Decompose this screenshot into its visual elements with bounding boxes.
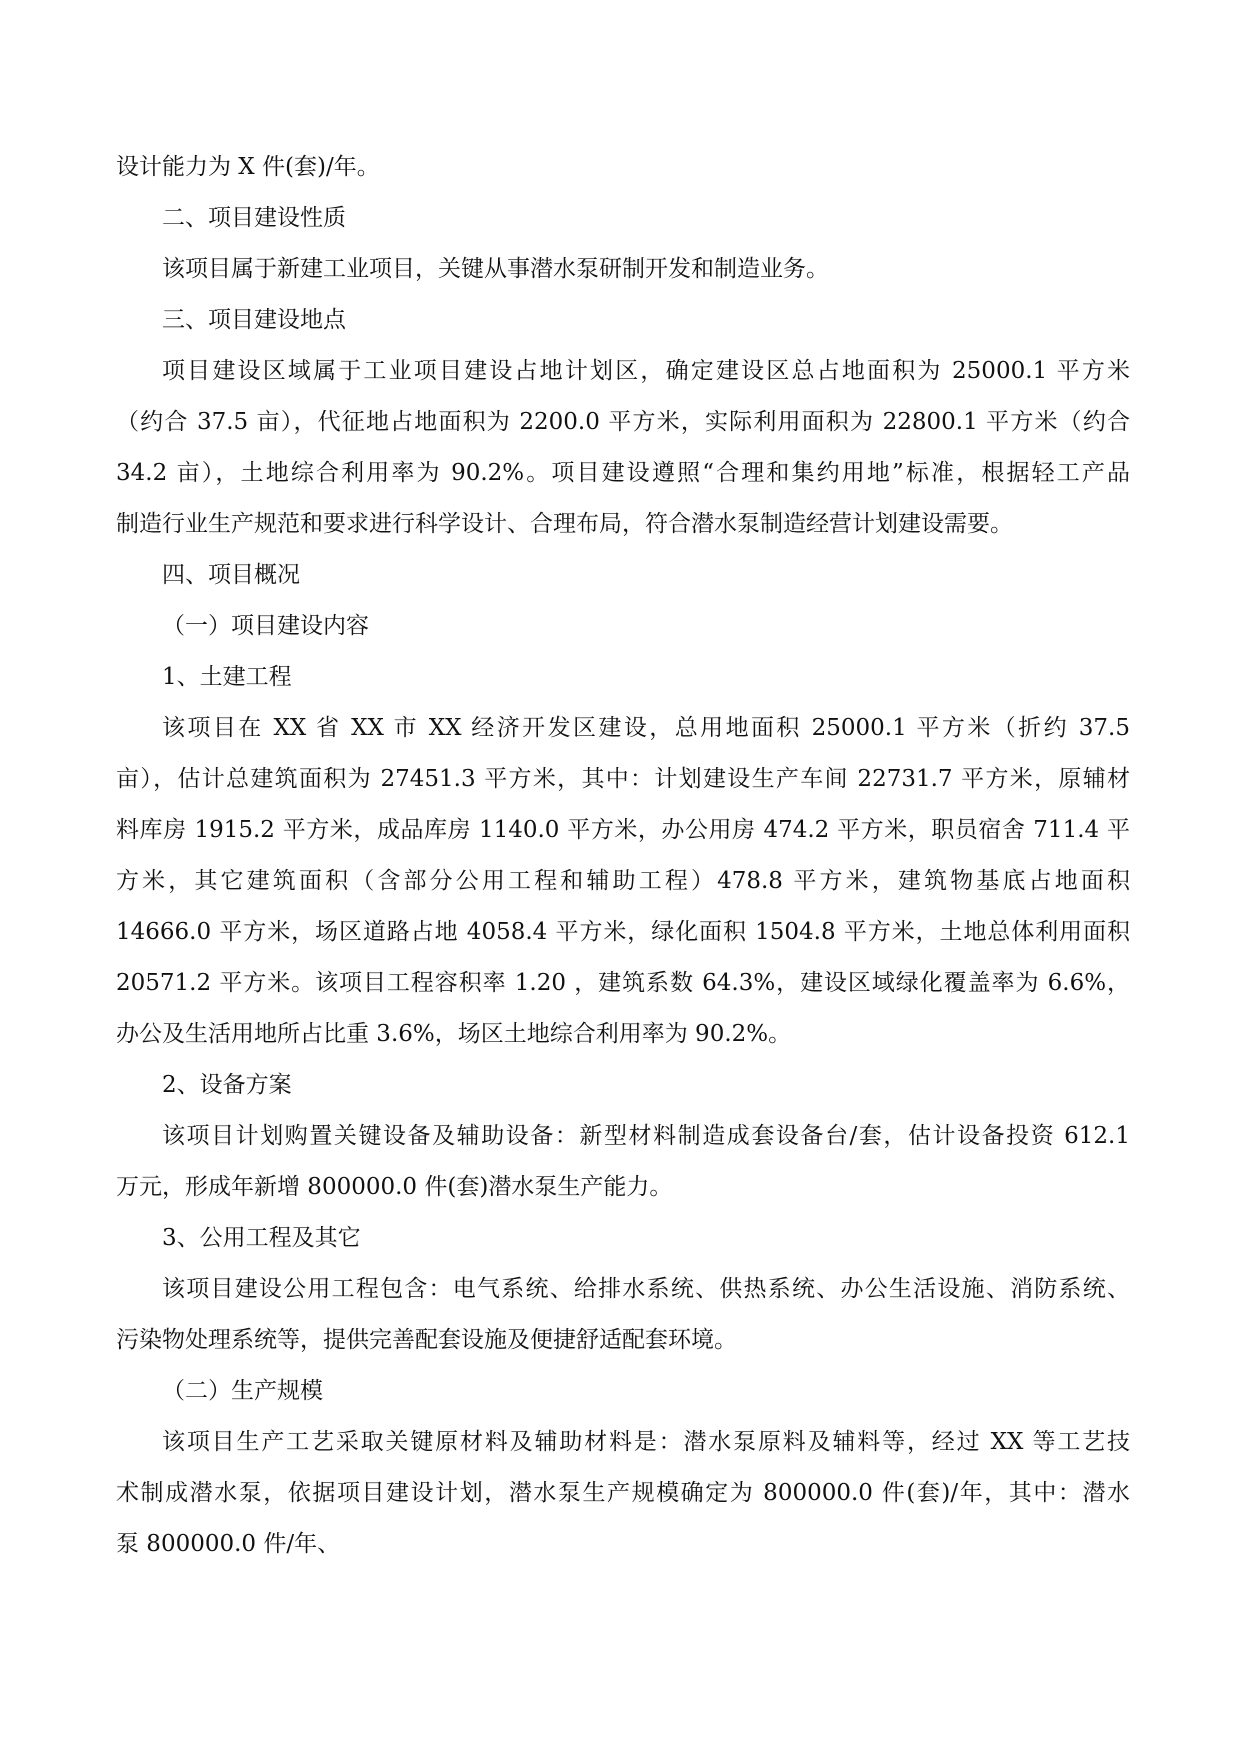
subsection-heading-content: （一）项目建设内容 [162,613,369,639]
text-line-28: 泵 800000.0 件/年、 [116,1531,341,1557]
section-heading-overview: 四、项目概况 [162,562,300,588]
text-line-18: 办公及生活用地所占比重 3.6%，场区土地综合利用率为 90.2%。 [116,1021,792,1047]
text-line-27: 术制成潜水泵，依据项目建设计划，潜水泵生产规模确定为 800000.0 件(套)/年，其中：潜水 [116,1480,1130,1506]
text-line-8: 制造行业生产规范和要求进行科学设计、合理布局，符合潜水泵制造经营计划建设需要。 [116,511,1013,537]
text-line-15: 方米，其它建筑面积（含部分公用工程和辅助工程）478.8 平方米，建筑物基底占地面积 [116,868,1130,894]
document-page [116,142,1130,1570]
text-line-24: 污染物处理系统等，提供完善配套设施及便捷舒适配套环境。 [116,1327,737,1353]
text-line-7: 34.2 亩），土地综合利用率为 90.2%。项目建设遵照“合理和集约用地”标准，根据轻工产品 [116,460,1130,486]
subsection-heading-scale: （二）生产规模 [162,1378,323,1404]
text-line-12: 该项目在 XX 省 XX 市 XX 经济开发区建设，总用地面积 25000.1 平方米（折约 37.5 [162,715,1130,741]
text-line-6: （约合 37.5 亩），代征地占地面积为 2200.0 平方米，实际利用面积为 22800.1 平方米（约合 [116,409,1130,435]
text-line-21: 万元，形成年新增 800000.0 件(套)潜水泵生产能力。 [116,1174,673,1200]
item-heading-civil: 1、土建工程 [162,664,292,690]
text-line-13: 亩），估计总建筑面积为 27451.3 平方米，其中：计划建设生产车间 22731.7 平方米，原辅材 [116,766,1130,792]
text-line-3: 该项目属于新建工业项目，关键从事潜水泵研制开发和制造业务。 [162,256,829,282]
text-line-5: 项目建设区域属于工业项目建设占地计划区，确定建设区总占地面积为 25000.1 平方米 [162,358,1130,384]
text-line-26: 该项目生产工艺采取关键原材料及辅助材料是：潜水泵原料及辅料等，经过 XX 等工艺技 [162,1429,1130,1455]
text-line-20: 该项目计划购置关键设备及辅助设备：新型材料制造成套设备台/套，估计设备投资 612.1 [162,1123,1130,1149]
text-line-16: 14666.0 平方米，场区道路占地 4058.4 平方米，绿化面积 1504.8 平方米，土地总体利用面积 [116,919,1130,945]
text-line-17: 20571.2 平方米。该项目工程容积率 1.20 ，建筑系数 64.3%，建设区域绿化覆盖率为 6.6%， [116,970,1130,996]
item-heading-utilities: 3、公用工程及其它 [162,1225,361,1251]
text-line-23: 该项目建设公用工程包含：电气系统、给排水系统、供热系统、办公生活设施、消防系统、 [162,1276,1130,1302]
text-line-1: 设计能力为 X 件(套)/年。 [116,154,380,180]
item-heading-equipment: 2、设备方案 [162,1072,292,1098]
section-heading-nature: 二、项目建设性质 [162,205,346,231]
text-line-14: 料库房 1915.2 平方米，成品库房 1140.0 平方米，办公用房 474.2 平方米，职员宿舍 711.4 平 [116,817,1130,843]
section-heading-location: 三、项目建设地点 [162,307,346,333]
